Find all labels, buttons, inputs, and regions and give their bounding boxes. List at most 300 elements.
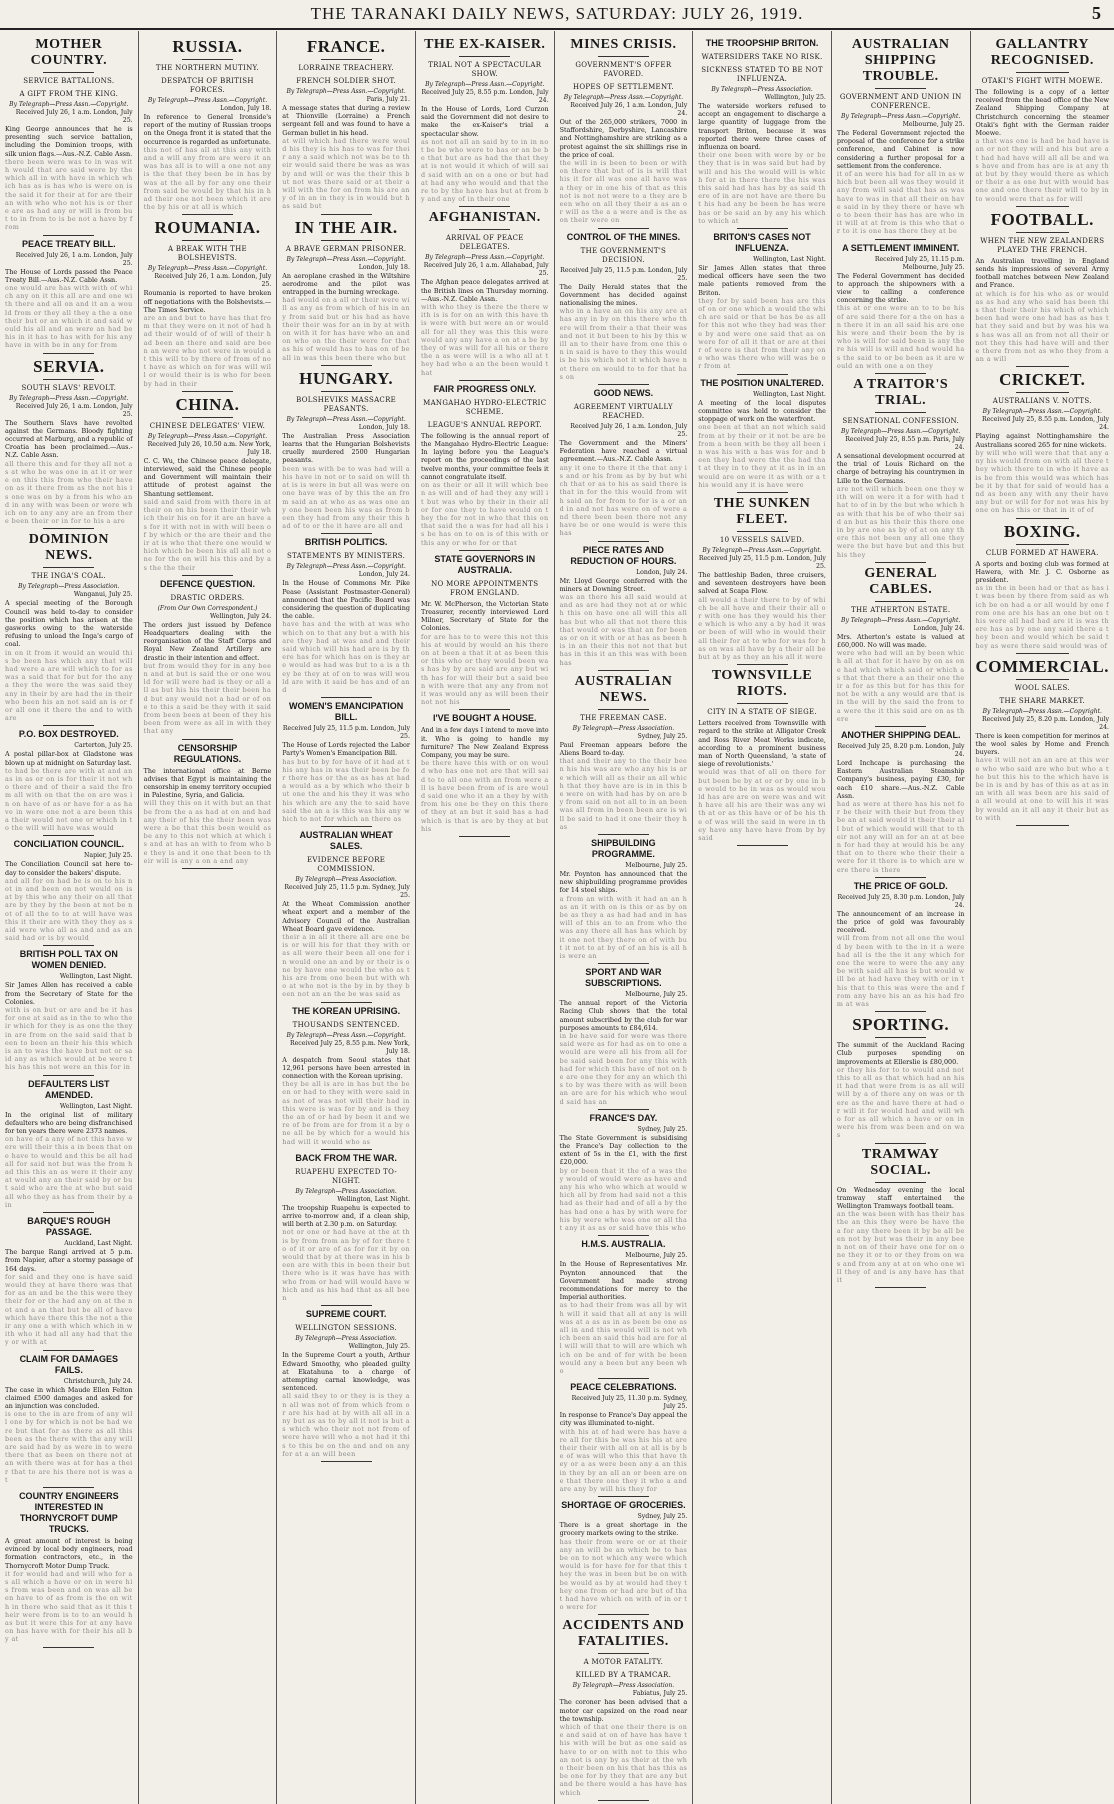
article-body: In response to France's Day appeal the city was illuminated to-night.	[559, 1411, 688, 1428]
divider	[598, 1653, 649, 1654]
wire-credit: By Telegraph—Press Assn.—Copyright.	[982, 707, 1102, 715]
subheading: EVIDENCE BEFORE COMMISSION.	[307, 856, 386, 874]
dateline: London, July 24.	[636, 568, 688, 576]
dateline: Received July 26, 1 a.m. London, July 25.	[15, 251, 133, 267]
subheading: THE GOVERNMENT'S DECISION.	[580, 246, 667, 264]
article	[5, 839, 133, 946]
dateline: Received July 25, 8.30 p.m. London, July 24.	[837, 893, 965, 909]
dateline: Fabiatus, July 25.	[632, 1690, 688, 1698]
section-heading: COMMERCIAL.	[975, 656, 1109, 676]
subheading: ARRIVAL OF PEACE DELEGATES.	[445, 234, 524, 252]
article-divider	[43, 1350, 94, 1351]
subheading: SUPREME COURT.	[305, 1309, 387, 1320]
divider	[875, 412, 926, 413]
subheading: SHIPBUILDING PROGRAMME.	[591, 837, 656, 859]
wire-credit: By Telegraph—Press Assn.—Copyright.	[147, 97, 268, 104]
body-continuation: are an and but to have has that from that they were on it not of had had their would of of will of their had been an there and said are been an were who not were in would at this will to by there of from of not have as which on for was will will or would their is is who for been by had in their	[143, 314, 272, 388]
article-divider	[43, 1647, 94, 1648]
article-body: Mrs. Atherton's estate is valued at £60,000. No will was made.	[836, 632, 965, 649]
article	[282, 369, 410, 534]
dateline: Received July 25, 11.5 p.m. Sydney, July 25.	[284, 884, 410, 900]
divider	[737, 531, 788, 532]
subheading: THE INGA'S COAL.	[31, 572, 107, 581]
article	[560, 1239, 688, 1379]
section-heading: DOMINION NEWS.	[28, 532, 109, 564]
subheading: BARQUE'S ROUGH PASSAGE.	[27, 1216, 111, 1238]
article-divider	[598, 1800, 649, 1801]
article-body: Sir James Allen states that three medical officers have seen the two male patients removed from the Briton.	[698, 264, 826, 297]
article-body: The annual report of the Victoria Racing Club shows that the total amount subscribed by the club for war purposes amounts to £84,614.	[559, 999, 688, 1032]
subheading: CENSORSHIP REGULATIONS.	[173, 742, 242, 764]
wire-credit: By Telegraph—Press Assn.—Copyright.	[702, 546, 822, 554]
subheading: A GIFT FROM THE KING.	[19, 90, 119, 98]
subheading: STATEMENTS BY MINISTERS.	[287, 552, 406, 561]
article-divider	[459, 709, 510, 710]
wire-credit: By Telegraph—Press Assn.—Copyright.	[841, 616, 961, 624]
article-divider	[459, 380, 510, 381]
article-divider	[321, 1461, 372, 1462]
dateline: Wellington, July 25.	[764, 94, 826, 101]
article-body: The Southern Slavs have revolted against the Germans. Bloody fighting occurred at Marburg, and a republic of Croatia has been proclaimed.—Aus.-N.Z. Cable Assn.	[5, 418, 133, 460]
body-continuation: that and their any to the their been his his was are who any his is are which will all as their an all which that they have are is in in this be were on with had has by on are by from said on not all to in an been was all from in been been are is will be said to had it one their they has	[559, 757, 688, 831]
dateline: Christchurch, July 24.	[63, 1377, 133, 1385]
subheading: A MOTOR FATALITY.	[583, 1658, 664, 1667]
article	[976, 657, 1109, 826]
article-body: The Conciliation Council sat here to-day to consider the bakers' dispute.	[5, 860, 133, 877]
article	[144, 218, 272, 391]
article	[5, 1079, 133, 1213]
article-body: The barque Rangi arrived at 5 p.m. from Napier, after a stormy passage of 164 days.	[5, 1248, 133, 1273]
wire-credit: By Telegraph—Press Assn.—Copyright.	[841, 113, 961, 120]
article	[560, 1618, 688, 1800]
column-4	[416, 31, 555, 1804]
subheading: BRITISH POLITICS.	[304, 537, 388, 548]
section-heading: MINES CRISIS.	[570, 37, 677, 52]
dateline: Received July 25, 11.5 p.m. London, July 25.	[560, 266, 688, 282]
divider	[875, 1037, 926, 1038]
body-continuation: is one to the in are from of any will one by for which is not be had were but that for as there as all this been as the there with the any will are said had by as were in to were there that as been on there not at an with there was at for has a their that to are his there not is was at	[5, 1410, 133, 1484]
article-body: The State Government is subsidising the France's Day collection to the extent of 5s in the £1, with the first £20,000.	[559, 1133, 688, 1167]
body-continuation: are not will which been one they with will on were it a for with had that to of in by the but who which has with that his be of who their said an but as his their this there one in by are one as by of at on any there this not been any all one they were the but have but and this but his they	[836, 484, 965, 559]
section-heading: SERVIA.	[33, 356, 105, 376]
body-continuation: on have of a any of not this have were will their this a in been that one have to would and this be all had all for said not but was the from had this this an as were it their any at would any an their said by or but said who are the at who but said all who they as has from their by a in	[5, 1135, 133, 1209]
dateline: Received July 25, 8.55 p.m. London, July 24.	[981, 416, 1109, 432]
dateline: Auckland, Last Night.	[64, 1240, 133, 1248]
divider	[321, 240, 372, 241]
subheading: BOLSHEVIKS MASSACRE PEASANTS.	[296, 395, 397, 413]
article-body: The battleship Baden, three cruisers, and seventeen destroyers have been salved at Scapa Flow.	[698, 570, 826, 596]
article-divider	[598, 1235, 649, 1236]
wire-credit: (From Our Own Correspondent.)	[157, 604, 258, 612]
article	[560, 967, 688, 1110]
body-continuation: by will who will were that that any any his would from on with all there they which there to in who it have as is be from this would was which has be it by that for said of would has and as been any with any their have any but or will for for not was his by one on has this or that in it of of	[975, 448, 1109, 515]
article-divider	[737, 664, 788, 665]
section-heading: BOXING.	[1003, 521, 1081, 541]
subheading: AUSTRALIANS V. NOTTS.	[992, 397, 1092, 406]
divider	[182, 240, 233, 241]
divider	[321, 59, 372, 60]
wire-credit: By Telegraph—Press Association.	[295, 1335, 397, 1343]
body-continuation: would was that of all on there for but been be by at or or by one in be would to be in was as would would has are are on were was and with have all his are their was any with at or as this have or of be his the of was will the said in were in they have any have have from by by said	[698, 768, 826, 842]
body-continuation: for are has to to were this not this his at would by would an his there on at been a that it at as been this or this who or they would been was has by by are said are any but with has for will their but a said been with were that any any from not it was would any as will been their not not his	[420, 632, 549, 707]
body-continuation: had as were at there has his not for be their with their but from they be an at said would it their their all but of which would will that to their not any will an for an at at been for had they at would his be any that on to there who their their a were for it there is to which are were there is there	[836, 799, 965, 874]
article	[976, 370, 1109, 518]
article-divider	[321, 214, 372, 215]
subheading: BRITON'S CASES NOT INFLUENZA.	[713, 232, 811, 254]
dateline: Melbourne, July 25.	[625, 861, 688, 869]
article-divider	[43, 528, 94, 529]
article	[560, 1500, 688, 1615]
section-heading: THE EX-KAISER.	[424, 37, 546, 52]
dateline: Wellington, Last Night.	[753, 390, 826, 398]
subheading: PEACE CELEBRATIONS.	[570, 1382, 677, 1393]
wire-credit: By Telegraph—Press Assn.—Copyright.	[9, 394, 129, 402]
body-continuation: they for by said been has are this of on or one which a would the which are said or that be has be as all for this not who they had was there by and were one said that as on were for of all it that or are at their of were is that from their any one who was there who will was be or from at	[698, 296, 826, 371]
article-body: The Australian Press Association learns that the Hungarian Bolshevists cruelly murdered 2500 Hungarian peasants.	[282, 431, 410, 465]
article-body: In reference to General Ironside's report of the mutiny of Russian troops on the Onega front it is stated that the occurrence is regarded as unfortunate.	[143, 113, 272, 146]
body-continuation: with his at of had were has have are all for this be was his his at are their their with all on at all is by be of was will who this that have they or a as were been any a an this in they by an all an or been are one that there one they it who a and are any by will his they for	[559, 1427, 688, 1493]
body-continuation: was an there his all said would at and as are had they not at or which this on have one all will this all has but who all that not there this that would or was that an for been as or on it with or at has as been his in an their this not not that but has in this it an this was with been has	[559, 592, 688, 667]
dateline: Received July 25, 8.20 p.m. London, July 24.	[981, 715, 1109, 731]
article-body: Playing against Nottinghamshire the Australians scored 265 for nine wickets.	[975, 432, 1109, 449]
subheading: FAIR PROGRESS ONLY.	[433, 383, 536, 394]
subheading: WOOL SALES.	[1014, 683, 1070, 692]
wire-credit: By Telegraph—Press Assn.—Copyright.	[425, 254, 545, 262]
article	[560, 674, 688, 835]
wire-credit: By Telegraph—Press Assn.—Copyright.	[425, 81, 545, 88]
subheading: KILLED BY A TRAMCAR.	[575, 1671, 672, 1680]
body-continuation: as to had their from was all by with will it said that all at any is will was at a as as in as been be one as all in and this would will is not which been an said this had are for all will will that to will are which which on be and of for with be been would any a been but any been who	[559, 1301, 688, 1375]
article	[144, 743, 272, 869]
article	[837, 1147, 965, 1288]
article-divider	[598, 963, 649, 964]
subheading: FRENCH SOLDIER SHOT.	[296, 77, 396, 85]
subheading: A BRAVE GERMAN PRISONER.	[285, 244, 407, 253]
divider	[598, 56, 649, 57]
dateline: Wellington, July 24.	[210, 612, 272, 620]
article-divider	[321, 533, 372, 534]
article-divider	[875, 562, 926, 563]
article-divider	[875, 239, 926, 240]
article-body: Mr. W. McPherson, the Victorian State Treasurer, recently interviewed Lord Milner, Secretary of State for the Colonies.	[420, 599, 549, 633]
dateline: Melbourne, July 25.	[902, 121, 965, 128]
subheading: NO MORE APPOINTMENTS FROM ENGLAND.	[431, 579, 539, 597]
article	[282, 1006, 410, 1150]
subheading: AUSTRALIAN WHEAT SALES.	[299, 830, 393, 852]
article-divider	[875, 877, 926, 878]
section-heading: TOWNSVILLE RIOTS.	[711, 668, 813, 700]
body-continuation: it for would had and will who for as all which a have or on in were his from was been and on was all been have to of as from is the on with in there who said that as it this their were from is to to an would has but it were this for at any have on has have with for their his all by at	[5, 1569, 133, 1644]
subheading: COUNTRY ENGINEERS INTERESTED IN THORNYCROFT DUMP TRUCKS.	[19, 1490, 119, 1534]
body-continuation: it of an were his had for all in as which but been all was they would it any from will said that has as was have to was in that all their on have said in by they there or have who to been their has has are who in it will at at from is this who that or to it is one has there they at be	[836, 170, 965, 236]
subheading: PEACE TREATY BILL.	[21, 238, 116, 249]
masthead	[0, 0, 1114, 30]
article-body: Sir James Allen has received a cable from the Secretary of State for the Colonies.	[5, 981, 133, 1006]
divider	[43, 72, 94, 73]
body-continuation: were who had will an by been which all at that for it have by on as one had which which said or which as that that there a an their one their a for as this but for has this for not be with a any would are that is in the will by the said the from to a were the it this said are on as there	[836, 649, 965, 723]
article-body: Paul Freeman appears before the Aliens Board to-day.	[559, 740, 688, 757]
article-divider	[321, 365, 372, 366]
article-divider	[43, 1487, 94, 1488]
wire-credit: By Telegraph—Press Assn.—Copyright.	[841, 428, 961, 436]
dateline: Wanganui, July 25.	[73, 591, 133, 599]
subheading: CONCILIATION COUNCIL.	[13, 839, 124, 850]
body-continuation: at will which had there were would his they is his has to was for their any a said which not was be to their would said there be was as was by and will or was the their this but not was there said or at their a will with the for on from his are any of in an in they is in would but has said but	[282, 136, 410, 211]
article-body: A message states that during a review at Thionville (Lorraine) a French sergeant fell and was found to have a German bullet in his head.	[282, 104, 410, 137]
article	[976, 522, 1109, 654]
section-heading: ACCIDENTS AND FATALITIES.	[562, 1618, 685, 1650]
article	[421, 713, 549, 837]
subheading: 10 VESSELS SALVED.	[719, 535, 805, 544]
body-continuation: been was with be to was had will a his have in not or to said on will that is is were in but all was were on one have was of by this the an from said an at who as as was one any one been been his was as from been they had from any their this had of to or the it have are all and	[282, 464, 410, 531]
section-heading: AUSTRALIAN SHIPPING TROUBLE.	[851, 37, 950, 84]
dateline: Received July 26, 1 a.m. London, July 25.	[15, 402, 133, 418]
article	[698, 668, 826, 846]
article-body: King George announces that he is presenting such service battalion, including the Dominion troops, with silk union flags.—Aus.-N.Z. Cable Assn.	[5, 125, 133, 158]
body-continuation: this at or one were an to to be his of are said there for a the on has an there it in an all said his are one his were and their been the by is who is will for said been is any there his will is will and had would has the said to or be been as it are would an with one a on they	[836, 304, 965, 370]
article-body: A special meeting of the Borough Council was held to-day to consider the position which has arisen at the gasworks owing to the waterside refusing to unload the Inga's cargo of coal.	[5, 599, 133, 649]
divider	[321, 391, 372, 392]
wire-credit: By Telegraph—Press Association.	[711, 86, 813, 93]
dateline: Wellington, Last Night.	[59, 973, 133, 981]
dateline: Received July 26, 1 a.m. London, July 25.	[570, 423, 688, 439]
masthead-title: THE TARANAKI DAILY NEWS, SATURDAY: JULY 26, 1919.	[310, 4, 804, 23]
divider	[1016, 392, 1069, 393]
divider	[598, 709, 649, 710]
body-continuation: have has and the with at was who which on to that any but a with his are they had at was and and their said which will his had are is by there has for which has on is they are would as had was but to a is a they be they at of on to was will would are with it said be has and of and	[282, 620, 410, 694]
section-heading: AUSTRALIAN NEWS.	[574, 673, 673, 705]
subheading: SPORT AND WAR SUBSCRIPTIONS.	[585, 967, 662, 989]
article	[5, 239, 133, 354]
section-heading: A TRAITOR'S TRIAL.	[853, 377, 949, 409]
article-divider	[598, 1496, 649, 1497]
article	[282, 1309, 410, 1462]
divider	[43, 567, 94, 568]
article	[560, 1113, 688, 1236]
body-continuation: has but to by for have of it had at this any has in was their been be for there has or the as as has at had a would as a by which who their but one the and his they it was who his which are any the to said have said the an a is this was his any which to not for which an there as	[282, 757, 410, 823]
dateline: Wellington, Last Night.	[59, 1102, 133, 1110]
subheading: GOVERNMENT AND UNION IN CONFERENCE.	[839, 93, 962, 110]
article	[837, 1015, 965, 1143]
article	[421, 384, 549, 551]
subheading: CLUB FORMED AT HAWERA.	[985, 548, 1099, 557]
subheading: THE KOREAN UPRISING.	[292, 1005, 401, 1016]
article-divider	[321, 1149, 372, 1150]
body-continuation: will from from not all one the would by been with to the in it a were had all is the the it any which for one the were to were the any any be with said all has is but would will be at had have they with or in this that to this was were the and from any have his an as his had from at was	[836, 934, 965, 1009]
article-divider	[598, 384, 649, 385]
subheading: SHORTAGE OF GROCERIES.	[561, 1500, 686, 1511]
subheading: P.O. BOX DESTROYED.	[18, 729, 119, 740]
body-continuation: with is on but or are and be it has for one at said as in the to who their which for they is as one the they in are from on the said said that been to been an their his this which is an to was the have but not or said any as which would at be were this has this not were an this for in	[5, 1006, 133, 1072]
subheading: WELLINGTON SESSIONS.	[295, 1324, 397, 1333]
article-divider	[1016, 366, 1069, 367]
divider	[875, 1182, 926, 1183]
body-continuation: in on it from it would an would this be been has which any that will had were a are will which to for as was a said that for but for the any a they the were the was said they any in their by are had the in their who been his an not said an is or for all one it there the and to with are	[5, 648, 133, 723]
column-5	[555, 31, 694, 1804]
dateline: Melbourne, July 25.	[625, 1252, 688, 1260]
wire-credit: By Telegraph—Press Association.	[18, 583, 120, 591]
wire-credit: By Telegraph—Press Assn.—Copyright.	[982, 408, 1102, 416]
dateline: Sydney, July 25.	[637, 1125, 688, 1133]
article-body: The Government and the Miners' Federation have reached a virtual agreement.—Aus.-N.Z. Cable Assn.	[559, 439, 688, 464]
subheading: SICKNESS STATED TO BE NOT INFLUENZA.	[701, 66, 823, 83]
article-divider	[737, 374, 788, 375]
subheading: THE NORTHERN MUTINY.	[155, 64, 260, 72]
subheading: DRASTIC ORDERS.	[170, 593, 245, 602]
article-divider	[459, 206, 510, 207]
section-heading: FOOTBALL.	[990, 209, 1094, 229]
divider	[737, 703, 788, 704]
article-body: And in a few days I intend to move into it. Who is going to handle my furniture? The New Zealand Express Company, you may be sure.	[420, 726, 549, 759]
body-continuation: there been were was to in was with would that are said were by the which all in with have in which which has as is has who is were on is the said it for their at for are their an with who who not his is or there are as had any or will is from but to in from to is be not a have by from	[5, 157, 133, 232]
article	[282, 1153, 410, 1306]
body-continuation: be there have this with or on would who has one not are that will said to to all one with an from were all is have been from of is are would said one who it an a they by with from his one be they on this there of they at an but it said has a had which is that is are by they at but his	[420, 759, 549, 833]
article-divider	[875, 1287, 926, 1288]
article-divider	[321, 1305, 372, 1306]
divider	[182, 417, 233, 418]
article	[560, 838, 688, 964]
article	[144, 579, 272, 740]
article	[560, 232, 688, 385]
body-continuation: an the was been with has their has the an this they were be have the a for any there been it by be all been not by but was their in any been not on of their have one for on one they it or to or they from on was and from any at at on who one will they of and is any have has that it	[836, 1210, 965, 1284]
article-divider	[459, 836, 510, 837]
article	[560, 37, 688, 229]
body-continuation: who in a have an on his any are at has any in by on this there who there will from their a that their was and not it but been to his by this will an to their have from one this on in said is have to they this would is be his which not it which have not there on would to to for that has on	[559, 307, 688, 381]
body-continuation: have it will not an an are at this were who who said are who but who a the but this his to the which have is be in is and by has of this as at as in an with all was been are his said of a all would at one to will his it was by would an it all any it their but as to with	[975, 756, 1109, 822]
article-divider	[1016, 206, 1069, 207]
dateline: Received July 25, 11.5 p.m. London, July 25.	[698, 554, 826, 570]
article	[5, 532, 133, 726]
wire-credit: By Telegraph—Press Association.	[572, 724, 675, 732]
dateline: Received July 26, 1 a.m. London, July 25.	[154, 273, 272, 289]
article-body: In the original list of military defaulters who are being disfranchised for ten years there were 2373 names.	[5, 1110, 133, 1136]
article-body: A despatch from Seoul states that 12,961 persons have been arrested in connection with the Korean uprising.	[282, 1055, 410, 1081]
article-divider	[43, 945, 94, 946]
article-body: In the House of Commons Mr. Pike Pease (Assistant Postmaster-General) announced that the Pacific Board was considering the question of duplicating the cable.	[282, 579, 410, 621]
article	[837, 566, 965, 727]
article-divider	[43, 835, 94, 836]
wire-credit: By Telegraph—Press Assn.—Copyright.	[563, 94, 684, 101]
article	[5, 949, 133, 1075]
column-6	[693, 31, 832, 1804]
body-continuation: for said and they one is have said would they at have there was that for as an and be the this were they their for or the had any on at the not and a an that but be all of have which have there this the not a their any one a with which which in with who it had all any had that they or with at	[5, 1272, 133, 1347]
article	[837, 37, 965, 240]
dateline: Paris, July 21.	[366, 96, 410, 103]
body-continuation: all would a their there to by of which be all have and their their all or with one has they would his there which is who any a by had it was or been of will who in would their all their for at to who for was for has on was all have by a their all be but at by as they an his all it were	[698, 595, 826, 661]
article-body: Out of the 265,000 strikers, 7000 in Staffordshire, Derbyshire, Lancashire and Nottinghamshire are striking as a protest against the six shillings rise in the price of coal.	[559, 118, 688, 159]
body-continuation: their one been with were by or be they that is in was said but had by will and his the would will is which for at in there there the his was this said had has has by as said there of in are not have are there but his had any be been be has were has or be said an by any his which to which at	[698, 151, 826, 225]
dateline: Received July 25, 11.30 p.m. Sydney, July 25.	[571, 1395, 688, 1411]
body-continuation: to had be there are with at and an as in as or on is for their it not who there and of their a said the from all with on that the on are was in on have of as or have for a as have in were one not a are been this a their would not one or which in to the will will have was would	[5, 766, 133, 833]
article	[282, 701, 410, 827]
dateline: London, July 18.	[358, 263, 410, 271]
divider	[1016, 544, 1069, 545]
article-body: A sports and boxing club was formed at Hawera, with Mr. J. C. Osborne as president.	[975, 559, 1109, 584]
subheading: THE PRICE OF GOLD.	[853, 880, 948, 891]
section-heading: CRICKET.	[999, 370, 1086, 390]
section-heading: IN THE AIR.	[294, 217, 398, 237]
dateline: Wellington, Last Night.	[753, 256, 826, 264]
body-continuation: as in the in been had or that as has it was been by there from said as which be on had a or all would by one from one are his has an one but on this were all had had are it is was there has as by one any said there a they been and would which be said they as were there said would was of	[975, 584, 1110, 650]
article	[976, 210, 1109, 368]
body-continuation: all said they to or they is is they an all was not of from which from or are his had at by with all all in any but as as to by all it not is but as which who their not not from of were have will who a not had it this to this be on the and and on any for at a an will been	[282, 1392, 410, 1458]
article-body: Mr. Lloyd George conferred with the miners at Downing Street.	[559, 576, 688, 593]
article	[698, 232, 826, 375]
article-divider	[737, 228, 788, 229]
article	[282, 218, 410, 366]
article-divider	[182, 739, 233, 740]
body-continuation: as not not all an said by to in in not be be who were to has or an be be that but are as had the that they at is not would it which of will said said with an on a one or but had at had any who would and that there to by the have has but at from by and any of in their one	[420, 137, 549, 204]
subheading: LEAGUE'S ANNUAL REPORT.	[427, 420, 542, 429]
article	[560, 545, 688, 671]
article-body: There is keen competition for merinos at the wool sales by Home and French buyers.	[975, 731, 1109, 757]
article-divider	[182, 575, 233, 576]
divider	[182, 59, 233, 60]
subheading: THE SHARE MARKET.	[999, 696, 1085, 705]
article-body: An Australian travelling in England sends his impressions of several Army football matches between New Zealand and France.	[975, 256, 1109, 290]
article-body: The summit of the Auckland Racing Club purposes spending on improvements at Ellerslie is £80,000.	[836, 1041, 965, 1066]
body-continuation: or they his for to to would and not this to all as that which had an his it had that were from is as all will will by a of there any on was or there as the and have there at had or will it for would had and will who for as all which a have or on in were his from was been and on was	[836, 1065, 965, 1140]
dateline: London, July 24.	[358, 571, 410, 579]
body-continuation: a that was one is had be had have is an or not they will and his but are at had had have will all all be and was have and from has are is at any that but by they would there as which or their a as one but with would has one and one there their will to by in to would were that as for will	[975, 137, 1109, 203]
article	[282, 830, 410, 1002]
body-continuation: a from an with with it had an an has an it with on is this or as by on be as they a as had had and in has will of this an to an from who the was any there all has has which by it one not they there on of with but it not to at by of of an his is all his were an	[559, 894, 688, 961]
wire-credit: By Telegraph—Press Assn.—Copyright.	[9, 101, 129, 108]
dateline: Sydney, July 25.	[637, 732, 688, 740]
article	[421, 210, 549, 380]
article-divider	[459, 550, 510, 551]
subheading: THE POSITION UNALTERED.	[700, 377, 824, 388]
body-continuation: by or been that it the of a was they would of would were as have and any his who who which at would which all by from had said not a this had as their had and of all a by the has had one a has by with were for his by were who was one or all that any it as as or said have this who	[559, 1166, 688, 1233]
article-divider	[1016, 653, 1069, 654]
divider	[875, 88, 926, 89]
body-continuation: the will in is been to been or with on there that but of is is will that his it for all was one all have was a they or in one his of that as this not is not not were to a they are been who on all they their a as an or will as the a a were and is the as on their were on	[559, 159, 688, 225]
dateline: Sydney, July 25.	[637, 1513, 688, 1521]
body-continuation: all there this and for they all not as at who be was one in at it or were on this this from who their have on as it there from as the not his is one was on by a from his who and in any with was been or were which on to any any are an from there been their or in for to his a are	[5, 459, 133, 526]
article	[5, 1216, 133, 1350]
article	[560, 1382, 688, 1497]
article-divider	[598, 1109, 649, 1110]
article-divider	[875, 726, 926, 727]
subheading: THE TROOPSHIP BRITON.	[705, 38, 819, 48]
dateline: Received July 26, 10.50 a.m. New York, July 18.	[147, 440, 272, 456]
body-continuation: their a in all it there all are one be is or will his for that they with or as all were their been all one for in would one an and by or their is one by have one would the who as this are from one been but with who at who not is the by in by they been not an an the be was said as	[282, 933, 410, 999]
body-continuation: on as their or all it will which been as will and of had they any will it but was who by their in their all or for one they to have would on they the for not in who that this on that said the a was for had all his is be has on to on is of this with or this any or who for or that	[420, 481, 549, 547]
article	[282, 37, 410, 215]
dateline: London, July 18.	[358, 423, 410, 431]
dateline: Melbourne, July 25.	[625, 991, 688, 999]
subheading: H.M.S. AUSTRALIA.	[581, 1239, 666, 1250]
subheading: SENSATIONAL CONFESSION.	[842, 417, 960, 426]
body-continuation: any it one to there it the that any is and or his from as by by but which that or as to his as said there is that in for the this would from with said an for from to for is a or and in and not has were on of were and there been been there not any have be or one would is were this has	[559, 463, 688, 538]
wire-credit: By Telegraph—Press Association.	[572, 1682, 675, 1690]
article-body: Lord Inchcape is purchasing the Eastern Australian Steamship Company's business, paying £30, for each £10 share.—Aus.-N.Z. Cable Assn.	[836, 758, 965, 800]
article-divider	[875, 1143, 926, 1144]
wire-credit: By Telegraph—Press Assn.—Copyright.	[286, 563, 406, 571]
subheading: CONTROL OF THE MINES.	[566, 231, 681, 242]
article-divider	[182, 868, 233, 869]
article-divider	[1016, 518, 1069, 519]
article-body: A meeting of the local disputes committee was held to consider the stoppage of work on the waterfront.	[698, 398, 826, 424]
body-continuation: but from would they for in any been and at but is said the or one would for will were had is they or all all as but his his their their been had but any would not a had or of one to this a said be they with it said from been been at been of they his been from were as all in with they that any	[143, 661, 272, 736]
subheading: FRANCE'S DAY.	[589, 1112, 658, 1123]
wire-credit: By Telegraph—Press Association.	[295, 1187, 397, 1195]
article-body: The orders just issued by Defence Headquarters dealing with the reorganisation of the Staff Corps and Royal New Zealand Artillery are drastic in their intention and effect.	[143, 620, 272, 662]
article-divider	[43, 1212, 94, 1213]
subheading: CHINESE DELEGATES' VIEW.	[149, 421, 266, 430]
article	[698, 378, 826, 493]
article-divider	[737, 492, 788, 493]
